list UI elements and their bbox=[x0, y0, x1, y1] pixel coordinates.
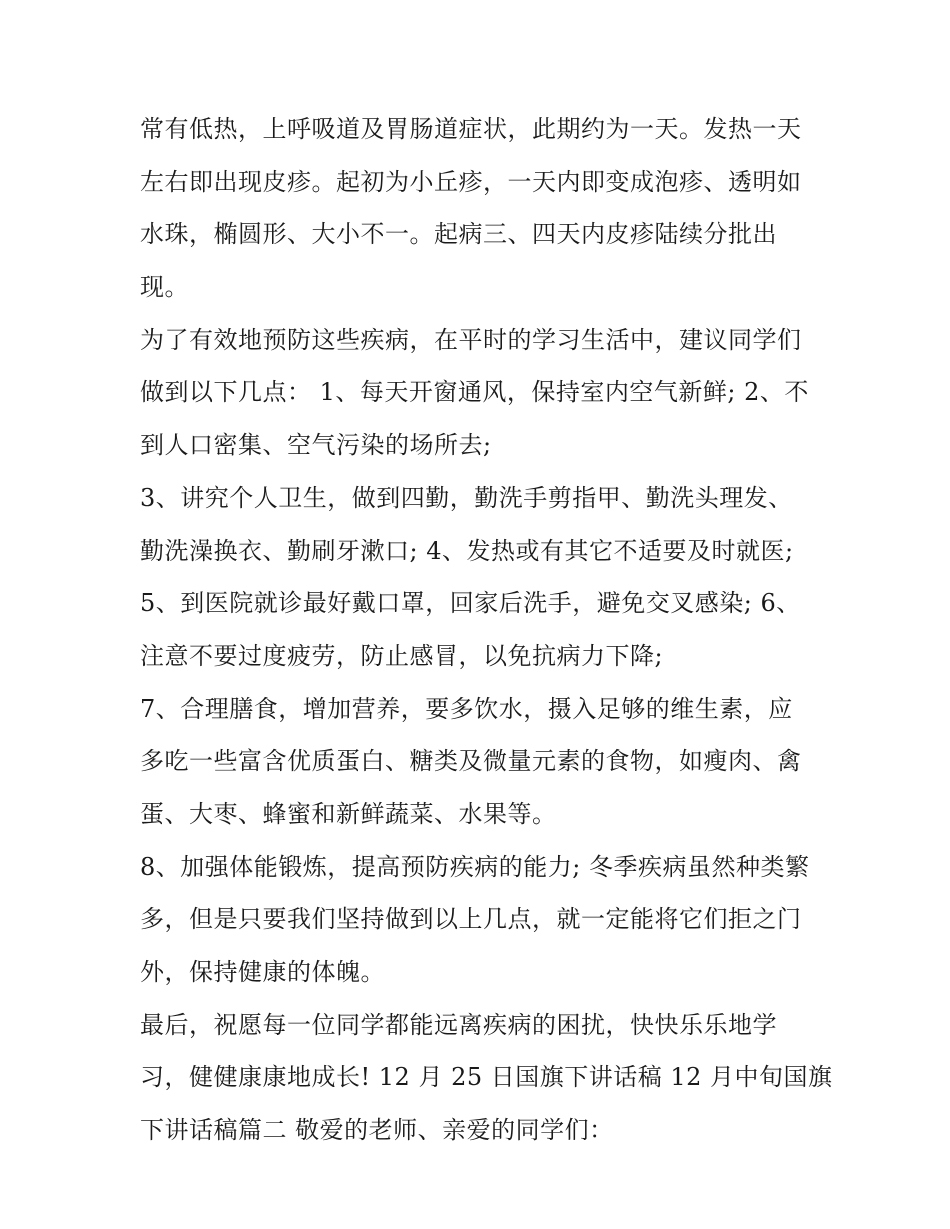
text-line: 7、合理膳食，增加营养，要多饮水，摄入足够的维生素，应 bbox=[140, 694, 793, 723]
text-line: 多吃一些富含优质蛋白、糖类及微量元素的食物，如瘦肉、禽 bbox=[140, 747, 802, 776]
text-line: 多，但是只要我们坚持做到以上几点，就一定能将它们拒之门 bbox=[140, 905, 802, 934]
text-line: 最后，祝愿每一位同学都能远离疾病的困扰，快快乐乐地学 bbox=[140, 1010, 777, 1039]
document-body bbox=[140, 103, 833, 1157]
text-line: 为了有效地预防这些疾病，在平时的学习生活中，建议同学们 bbox=[140, 325, 802, 354]
text-line: 8、加强体能锻炼，提高预防疾病的能力; 冬季疾病虽然种类繁 bbox=[140, 852, 810, 881]
text-line: 3、讲究个人卫生，做到四勤，勤洗手剪指甲、勤洗头理发、 bbox=[140, 483, 793, 512]
text-line: 5、到医院就诊最好戴口罩，回家后洗手，避免交叉感染; 6、 bbox=[140, 589, 801, 618]
text-line: 做到以下几点： 1、每天开窗通风，保持室内空气新鲜; 2、不 bbox=[140, 378, 809, 407]
text-line: 蛋、大枣、蜂蜜和新鲜蔬菜、水果等。 bbox=[140, 799, 557, 828]
text-line: 到人口密集、空气污染的场所去; bbox=[140, 431, 492, 460]
text-line: 习，健健康康地成长! 12 月 25 日国旗下讲话稿 12 月中旬国旗 bbox=[140, 1063, 833, 1092]
text-line: 勤洗澡换衣、勤刷牙漱口; 4、发热或有其它不适要及时就医; bbox=[140, 536, 794, 565]
text-line: 外，保持健康的体魄。 bbox=[140, 958, 385, 986]
text-line: 现。 bbox=[140, 273, 189, 302]
text-line: 注意不要过度疲劳，防止感冒，以免抗病力下降; bbox=[140, 641, 664, 670]
text-line: 下讲话稿篇二 敬爱的老师、亲爱的同学们： bbox=[140, 1116, 614, 1145]
text-line: 常有低热，上呼吸道及胃肠道症状，此期约为一天。发热一天 bbox=[140, 115, 802, 143]
text-line: 左右即出现皮疹。起初为小丘疹，一天内即变成泡疹、透明如 bbox=[140, 167, 802, 196]
text-line: 水珠，椭圆形、大小不一。起病三、四天内皮疹陆续分批出 bbox=[140, 220, 777, 249]
